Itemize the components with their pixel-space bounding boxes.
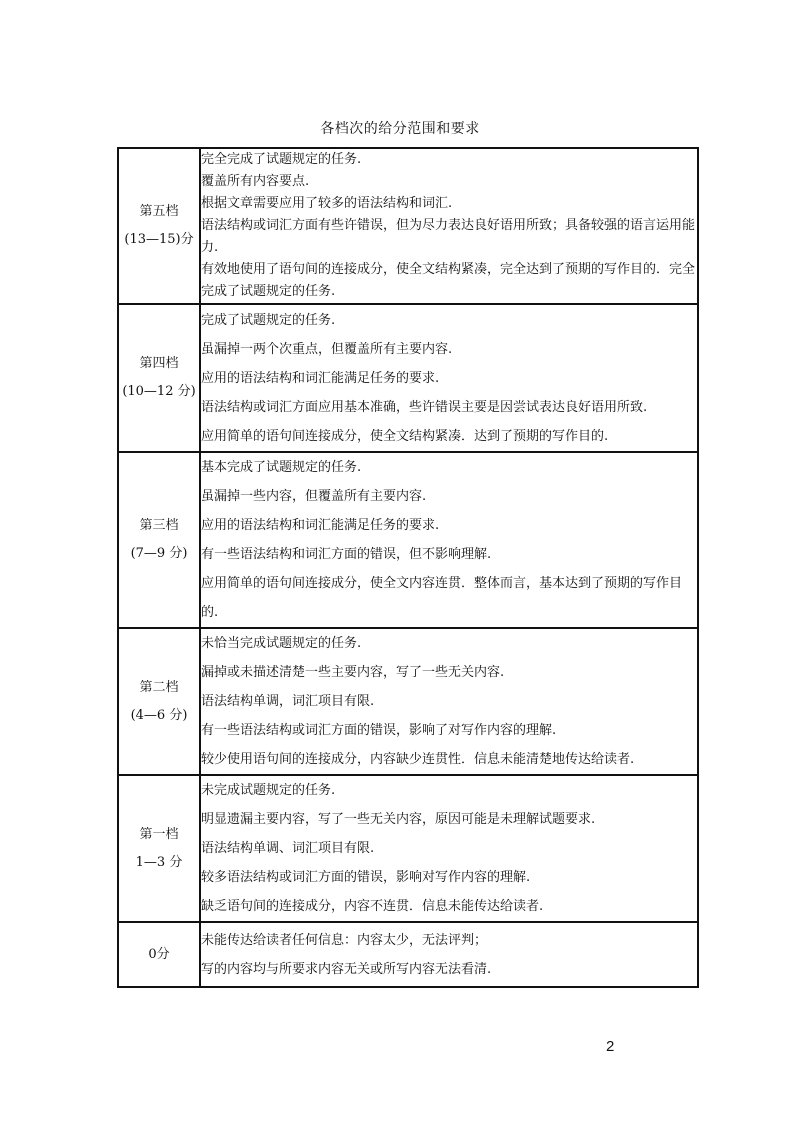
criteria-line: 有一些语法结构或词汇方面的错误，影响了对写作内容的理解. <box>201 723 557 738</box>
grade-cell <box>118 148 200 304</box>
grade-cell <box>118 628 200 775</box>
grade-level: 第一档 <box>139 826 179 842</box>
table-row <box>118 628 698 775</box>
criteria-line: 较少使用语句间的连接成分，内容缺少连贯性．信息未能清楚地传达给读者. <box>201 752 635 767</box>
criteria-line: 应用简单的语句间连接成分，使全文结构紧凑．达到了预期的写作目的. <box>201 428 609 444</box>
grade-level: 第五档 <box>139 204 179 219</box>
criteria-line: 基本完成了试题规定的任务. <box>201 460 362 475</box>
criteria-line: 应用的语法结构和词汇能满足任务的要求. <box>201 518 440 533</box>
grade-cell <box>118 452 200 628</box>
criteria-line: 虽漏掉一些内容，但覆盖所有主要内容. <box>201 489 427 504</box>
criteria-cell <box>200 304 698 452</box>
criteria-cell <box>200 922 698 987</box>
criteria-line: 缺乏语句间的连接成分，内容不连贯．信息未能传达给读者. <box>201 899 544 914</box>
criteria-cell <box>200 452 698 628</box>
criteria-line: 写的内容均与所要求内容无关或所写内容无法看清. <box>201 961 492 977</box>
criteria-line: 语法结构单调、词汇项目有限. <box>201 841 375 856</box>
criteria-line: 有效地使用了语句间的连接成分，使全文结构紧凑，完全达到了预期的写作目的．完全完成了试题规定的任务. <box>201 262 696 299</box>
grade-range: 1—3 分 <box>135 854 183 870</box>
grade-range: (10—12 分) <box>122 384 196 399</box>
criteria-line: 有一些语法结构和词汇方面的错误，但不影响理解. <box>201 547 492 562</box>
criteria-line: 虽漏掉一两个次重点，但覆盖所有主要内容. <box>201 341 453 357</box>
grade-range: (4—6 分) <box>130 707 188 723</box>
page-title: 各档次的给分范围和要求 <box>320 121 480 137</box>
criteria-cell <box>200 628 698 775</box>
criteria-line: 根据文章需要应用了较多的语法结构和词汇. <box>201 196 453 211</box>
grade-level: 第三档 <box>139 518 179 533</box>
criteria-line: 覆盖所有内容要点. <box>201 174 310 189</box>
grade-level: 第二档 <box>139 679 179 695</box>
table-row <box>118 775 698 922</box>
criteria-cell <box>200 148 698 304</box>
criteria-line: 明显遗漏主要内容，写了一些无关内容，原因可能是未理解试题要求. <box>201 812 596 827</box>
criteria-line: 语法结构单调，词汇项目有限. <box>201 694 375 709</box>
criteria-line: 应用的语法结构和词汇能满足任务的要求. <box>201 370 440 386</box>
table-row <box>118 148 698 304</box>
grade-cell <box>118 775 200 922</box>
grade-range: (13—15)分 <box>124 232 194 247</box>
criteria-line: 应用简单的语句间连接成分，使全文内容连贯．整体而言，基本达到了预期的写作目的. <box>201 576 683 620</box>
criteria-line: 漏掉或未描述清楚一些主要内容，写了一些无关内容. <box>201 665 505 680</box>
grade-cell <box>118 304 200 452</box>
page-number: 2 <box>606 1038 615 1055</box>
table-row <box>118 304 698 452</box>
criteria-line: 未能传达给读者任何信息：内容太少，无法评判； <box>201 932 488 948</box>
criteria-line: 未完成试题规定的任务. <box>201 783 336 798</box>
table-row <box>118 922 698 987</box>
grade-level: 第四档 <box>139 356 179 371</box>
criteria-line: 完成了试题规定的任务. <box>201 312 336 328</box>
grade-range: (7—9 分) <box>130 546 188 561</box>
table-row <box>118 452 698 628</box>
grade-cell <box>118 922 200 987</box>
criteria-line: 语法结构或词汇方面应用基本准确，些许错误主要是因尝试表达良好语用所致. <box>201 399 648 415</box>
grade-level: 0分 <box>148 946 170 962</box>
criteria-line: 较多语法结构或词汇方面的错误，影响对写作内容的理解. <box>201 870 531 885</box>
scoring-rubric-table <box>117 147 699 988</box>
criteria-line: 未恰当完成试题规定的任务. <box>201 636 362 651</box>
criteria-line: 语法结构或词汇方面有些许错误，但为尽力表达良好语用所致；具备较强的语言运用能力. <box>201 218 696 255</box>
criteria-line: 完全完成了试题规定的任务. <box>201 152 362 167</box>
criteria-cell <box>200 775 698 922</box>
